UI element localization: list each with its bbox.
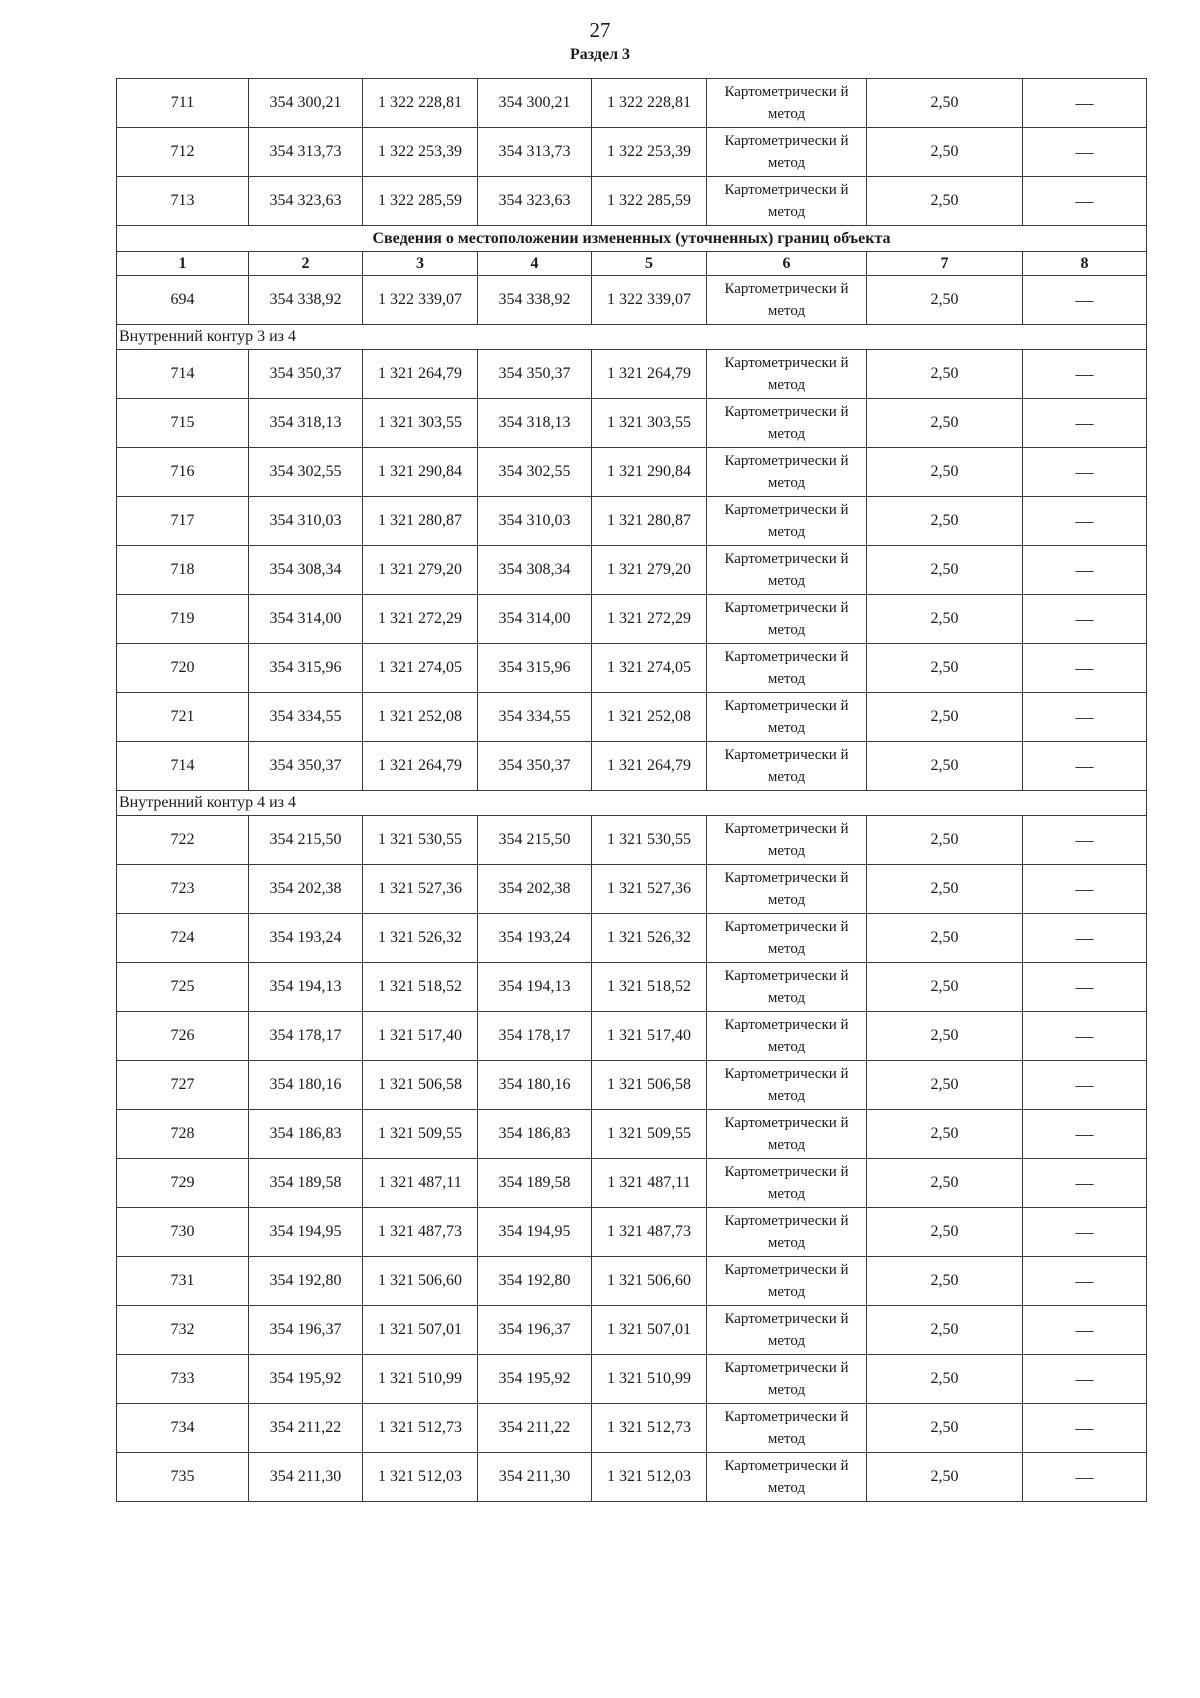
existing-x-cell: 354 211,30 [249,1453,363,1502]
note-cell: — [1023,546,1147,595]
note-cell: — [1023,1061,1147,1110]
accuracy-cell: 2,50 [867,914,1023,963]
new-y-cell: 1 321 272,29 [592,595,707,644]
accuracy-cell: 2,50 [867,644,1023,693]
table-row [117,1110,1147,1159]
table-row [117,693,1147,742]
method-cell: Картометрически й метод [707,1404,867,1453]
note-cell: — [1023,497,1147,546]
new-x-cell: 354 315,96 [478,644,592,693]
new-x-cell: 354 338,92 [478,276,592,325]
table-body [117,79,1147,1502]
existing-x-cell: 354 300,21 [249,79,363,128]
accuracy-cell: 2,50 [867,1110,1023,1159]
point-number-cell: 733 [117,1355,249,1404]
point-number-cell: 721 [117,693,249,742]
new-y-cell: 1 321 264,79 [592,350,707,399]
new-y-cell: 1 322 339,07 [592,276,707,325]
method-cell: Картометрически й метод [707,1306,867,1355]
table-row [117,1355,1147,1404]
note-cell: — [1023,865,1147,914]
method-cell: Картометрически й метод [707,128,867,177]
existing-y-cell: 1 321 512,73 [363,1404,478,1453]
existing-x-cell: 354 338,92 [249,276,363,325]
new-y-cell: 1 321 303,55 [592,399,707,448]
existing-x-cell: 354 314,00 [249,595,363,644]
accuracy-cell: 2,50 [867,546,1023,595]
new-y-cell: 1 321 290,84 [592,448,707,497]
existing-y-cell: 1 321 487,73 [363,1208,478,1257]
existing-x-cell: 354 350,37 [249,742,363,791]
table-row [117,1257,1147,1306]
table-row [117,1306,1147,1355]
table-row [117,963,1147,1012]
existing-x-cell: 354 194,13 [249,963,363,1012]
note-cell: — [1023,595,1147,644]
existing-x-cell: 354 180,16 [249,1061,363,1110]
method-cell: Картометрически й метод [707,1061,867,1110]
table-row [117,1159,1147,1208]
existing-x-cell: 354 192,80 [249,1257,363,1306]
existing-y-cell: 1 321 506,60 [363,1257,478,1306]
new-x-cell: 354 186,83 [478,1110,592,1159]
point-number-cell: 731 [117,1257,249,1306]
note-cell: — [1023,128,1147,177]
note-cell: — [1023,1453,1147,1502]
note-cell: — [1023,1208,1147,1257]
accuracy-cell: 2,50 [867,1257,1023,1306]
new-y-cell: 1 321 506,58 [592,1061,707,1110]
note-cell: — [1023,1110,1147,1159]
section-title: Раздел 3 [569,46,631,63]
table-row [117,276,1147,325]
method-cell: Картометрически й метод [707,963,867,1012]
existing-y-cell: 1 322 228,81 [363,79,478,128]
note-cell: — [1023,1404,1147,1453]
new-y-cell: 1 322 285,59 [592,177,707,226]
new-x-cell: 354 194,95 [478,1208,592,1257]
existing-y-cell: 1 321 506,58 [363,1061,478,1110]
point-number-cell: 729 [117,1159,249,1208]
existing-y-cell: 1 322 285,59 [363,177,478,226]
column-number: 1 [117,252,249,276]
existing-y-cell: 1 321 280,87 [363,497,478,546]
new-y-cell: 1 321 510,99 [592,1355,707,1404]
existing-y-cell: 1 321 507,01 [363,1306,478,1355]
new-y-cell: 1 321 517,40 [592,1012,707,1061]
new-y-cell: 1 322 228,81 [592,79,707,128]
new-y-cell: 1 321 506,60 [592,1257,707,1306]
new-y-cell: 1 321 518,52 [592,963,707,1012]
new-x-cell: 354 302,55 [478,448,592,497]
existing-x-cell: 354 318,13 [249,399,363,448]
new-x-cell: 354 310,03 [478,497,592,546]
new-y-cell: 1 321 274,05 [592,644,707,693]
section-heading-row [117,226,1147,252]
existing-y-cell: 1 321 517,40 [363,1012,478,1061]
method-cell: Картометрически й метод [707,177,867,226]
new-y-cell: 1 321 530,55 [592,816,707,865]
existing-y-cell: 1 321 512,03 [363,1453,478,1502]
table-row [117,177,1147,226]
existing-y-cell: 1 321 487,11 [363,1159,478,1208]
new-x-cell: 354 350,37 [478,350,592,399]
method-cell: Картометрически й метод [707,816,867,865]
accuracy-cell: 2,50 [867,816,1023,865]
column-number: 3 [363,252,478,276]
note-cell: — [1023,448,1147,497]
table-row [117,79,1147,128]
point-number-cell: 694 [117,276,249,325]
page-number: 27 [589,18,611,42]
note-cell: — [1023,742,1147,791]
new-y-cell: 1 321 507,01 [592,1306,707,1355]
method-cell: Картометрически й метод [707,865,867,914]
point-number-cell: 734 [117,1404,249,1453]
accuracy-cell: 2,50 [867,1453,1023,1502]
table-row [117,1404,1147,1453]
table-row [117,914,1147,963]
new-x-cell: 354 350,37 [478,742,592,791]
method-cell: Картометрически й метод [707,1110,867,1159]
accuracy-cell: 2,50 [867,177,1023,226]
method-cell: Картометрически й метод [707,1257,867,1306]
note-cell: — [1023,399,1147,448]
table-row [117,595,1147,644]
new-y-cell: 1 321 527,36 [592,865,707,914]
new-y-cell: 1 321 512,03 [592,1453,707,1502]
method-cell: Картометрически й метод [707,1208,867,1257]
point-number-cell: 720 [117,644,249,693]
new-y-cell: 1 321 487,73 [592,1208,707,1257]
existing-x-cell: 354 202,38 [249,865,363,914]
point-number-cell: 718 [117,546,249,595]
method-cell: Картометрически й метод [707,693,867,742]
table-row [117,742,1147,791]
method-cell: Картометрически й метод [707,742,867,791]
table-row [117,1012,1147,1061]
contour-label: Внутренний контур 3 из 4 [117,325,1147,350]
point-number-cell: 712 [117,128,249,177]
method-cell: Картометрически й метод [707,399,867,448]
existing-y-cell: 1 321 530,55 [363,816,478,865]
new-y-cell: 1 321 279,20 [592,546,707,595]
accuracy-cell: 2,50 [867,693,1023,742]
table-row [117,1061,1147,1110]
column-numbers-row [117,252,1147,276]
existing-y-cell: 1 321 264,79 [363,742,478,791]
table-row [117,816,1147,865]
point-number-cell: 714 [117,742,249,791]
method-cell: Картометрически й метод [707,914,867,963]
accuracy-cell: 2,50 [867,963,1023,1012]
contour-label-row [117,325,1147,350]
existing-x-cell: 354 194,95 [249,1208,363,1257]
existing-x-cell: 354 196,37 [249,1306,363,1355]
new-y-cell: 1 321 280,87 [592,497,707,546]
point-number-cell: 732 [117,1306,249,1355]
note-cell: — [1023,1355,1147,1404]
point-number-cell: 717 [117,497,249,546]
new-x-cell: 354 318,13 [478,399,592,448]
existing-y-cell: 1 322 339,07 [363,276,478,325]
note-cell: — [1023,276,1147,325]
new-x-cell: 354 211,22 [478,1404,592,1453]
column-number: 2 [249,252,363,276]
table-row [117,865,1147,914]
method-cell: Картометрически й метод [707,497,867,546]
table-row [117,1208,1147,1257]
accuracy-cell: 2,50 [867,595,1023,644]
new-y-cell: 1 321 264,79 [592,742,707,791]
existing-y-cell: 1 321 526,32 [363,914,478,963]
existing-x-cell: 354 315,96 [249,644,363,693]
existing-x-cell: 354 334,55 [249,693,363,742]
point-number-cell: 716 [117,448,249,497]
note-cell: — [1023,644,1147,693]
point-number-cell: 711 [117,79,249,128]
note-cell: — [1023,1306,1147,1355]
new-y-cell: 1 322 253,39 [592,128,707,177]
column-number: 8 [1023,252,1147,276]
accuracy-cell: 2,50 [867,1306,1023,1355]
existing-x-cell: 354 186,83 [249,1110,363,1159]
method-cell: Картометрически й метод [707,1012,867,1061]
contour-label: Внутренний контур 4 из 4 [117,791,1147,816]
point-number-cell: 713 [117,177,249,226]
coordinates-table [116,78,1147,1502]
accuracy-cell: 2,50 [867,865,1023,914]
existing-x-cell: 354 215,50 [249,816,363,865]
accuracy-cell: 2,50 [867,350,1023,399]
note-cell: — [1023,816,1147,865]
column-number: 7 [867,252,1023,276]
accuracy-cell: 2,50 [867,448,1023,497]
note-cell: — [1023,963,1147,1012]
existing-y-cell: 1 321 518,52 [363,963,478,1012]
existing-y-cell: 1 321 264,79 [363,350,478,399]
accuracy-cell: 2,50 [867,1159,1023,1208]
new-x-cell: 354 300,21 [478,79,592,128]
new-y-cell: 1 321 512,73 [592,1404,707,1453]
note-cell: — [1023,914,1147,963]
note-cell: — [1023,1257,1147,1306]
method-cell: Картометрически й метод [707,644,867,693]
note-cell: — [1023,693,1147,742]
existing-y-cell: 1 322 253,39 [363,128,478,177]
point-number-cell: 728 [117,1110,249,1159]
accuracy-cell: 2,50 [867,399,1023,448]
column-number: 6 [707,252,867,276]
method-cell: Картометрически й метод [707,448,867,497]
new-x-cell: 354 334,55 [478,693,592,742]
accuracy-cell: 2,50 [867,1404,1023,1453]
new-x-cell: 354 308,34 [478,546,592,595]
existing-x-cell: 354 211,22 [249,1404,363,1453]
new-x-cell: 354 194,13 [478,963,592,1012]
existing-x-cell: 354 350,37 [249,350,363,399]
note-cell: — [1023,1159,1147,1208]
table-row [117,350,1147,399]
column-number: 4 [478,252,592,276]
accuracy-cell: 2,50 [867,276,1023,325]
existing-y-cell: 1 321 279,20 [363,546,478,595]
method-cell: Картометрически й метод [707,1159,867,1208]
existing-x-cell: 354 302,55 [249,448,363,497]
new-x-cell: 354 313,73 [478,128,592,177]
column-number: 5 [592,252,707,276]
accuracy-cell: 2,50 [867,1012,1023,1061]
new-x-cell: 354 196,37 [478,1306,592,1355]
new-x-cell: 354 192,80 [478,1257,592,1306]
point-number-cell: 730 [117,1208,249,1257]
note-cell: — [1023,177,1147,226]
method-cell: Картометрически й метод [707,1355,867,1404]
accuracy-cell: 2,50 [867,742,1023,791]
new-x-cell: 354 178,17 [478,1012,592,1061]
new-x-cell: 354 202,38 [478,865,592,914]
existing-y-cell: 1 321 290,84 [363,448,478,497]
method-cell: Картометрически й метод [707,276,867,325]
existing-x-cell: 354 310,03 [249,497,363,546]
accuracy-cell: 2,50 [867,128,1023,177]
note-cell: — [1023,1012,1147,1061]
existing-x-cell: 354 308,34 [249,546,363,595]
accuracy-cell: 2,50 [867,1061,1023,1110]
existing-y-cell: 1 321 272,29 [363,595,478,644]
changed-boundaries-heading: Сведения о местоположении измененных (уточненных) границ объекта [117,226,1147,252]
table-row [117,644,1147,693]
point-number-cell: 714 [117,350,249,399]
point-number-cell: 726 [117,1012,249,1061]
note-cell: — [1023,350,1147,399]
existing-y-cell: 1 321 509,55 [363,1110,478,1159]
new-x-cell: 354 215,50 [478,816,592,865]
existing-x-cell: 354 189,58 [249,1159,363,1208]
new-x-cell: 354 195,92 [478,1355,592,1404]
point-number-cell: 735 [117,1453,249,1502]
new-x-cell: 354 193,24 [478,914,592,963]
method-cell: Картометрически й метод [707,350,867,399]
new-x-cell: 354 211,30 [478,1453,592,1502]
new-y-cell: 1 321 487,11 [592,1159,707,1208]
accuracy-cell: 2,50 [867,1208,1023,1257]
existing-y-cell: 1 321 527,36 [363,865,478,914]
new-x-cell: 354 314,00 [478,595,592,644]
table-row [117,497,1147,546]
existing-x-cell: 354 313,73 [249,128,363,177]
table-row [117,448,1147,497]
existing-x-cell: 354 323,63 [249,177,363,226]
point-number-cell: 725 [117,963,249,1012]
accuracy-cell: 2,50 [867,1355,1023,1404]
existing-x-cell: 354 178,17 [249,1012,363,1061]
method-cell: Картометрически й метод [707,595,867,644]
method-cell: Картометрически й метод [707,1453,867,1502]
point-number-cell: 722 [117,816,249,865]
new-y-cell: 1 321 509,55 [592,1110,707,1159]
point-number-cell: 727 [117,1061,249,1110]
existing-y-cell: 1 321 252,08 [363,693,478,742]
point-number-cell: 723 [117,865,249,914]
existing-y-cell: 1 321 303,55 [363,399,478,448]
contour-label-row [117,791,1147,816]
new-y-cell: 1 321 526,32 [592,914,707,963]
table-row [117,399,1147,448]
table-row [117,1453,1147,1502]
point-number-cell: 719 [117,595,249,644]
method-cell: Картометрически й метод [707,546,867,595]
accuracy-cell: 2,50 [867,79,1023,128]
note-cell: — [1023,79,1147,128]
new-x-cell: 354 323,63 [478,177,592,226]
method-cell: Картометрически й метод [707,79,867,128]
point-number-cell: 715 [117,399,249,448]
existing-x-cell: 354 193,24 [249,914,363,963]
new-x-cell: 354 189,58 [478,1159,592,1208]
new-x-cell: 354 180,16 [478,1061,592,1110]
existing-y-cell: 1 321 510,99 [363,1355,478,1404]
existing-y-cell: 1 321 274,05 [363,644,478,693]
new-y-cell: 1 321 252,08 [592,693,707,742]
accuracy-cell: 2,50 [867,497,1023,546]
point-number-cell: 724 [117,914,249,963]
existing-x-cell: 354 195,92 [249,1355,363,1404]
table-row [117,128,1147,177]
table-row [117,546,1147,595]
